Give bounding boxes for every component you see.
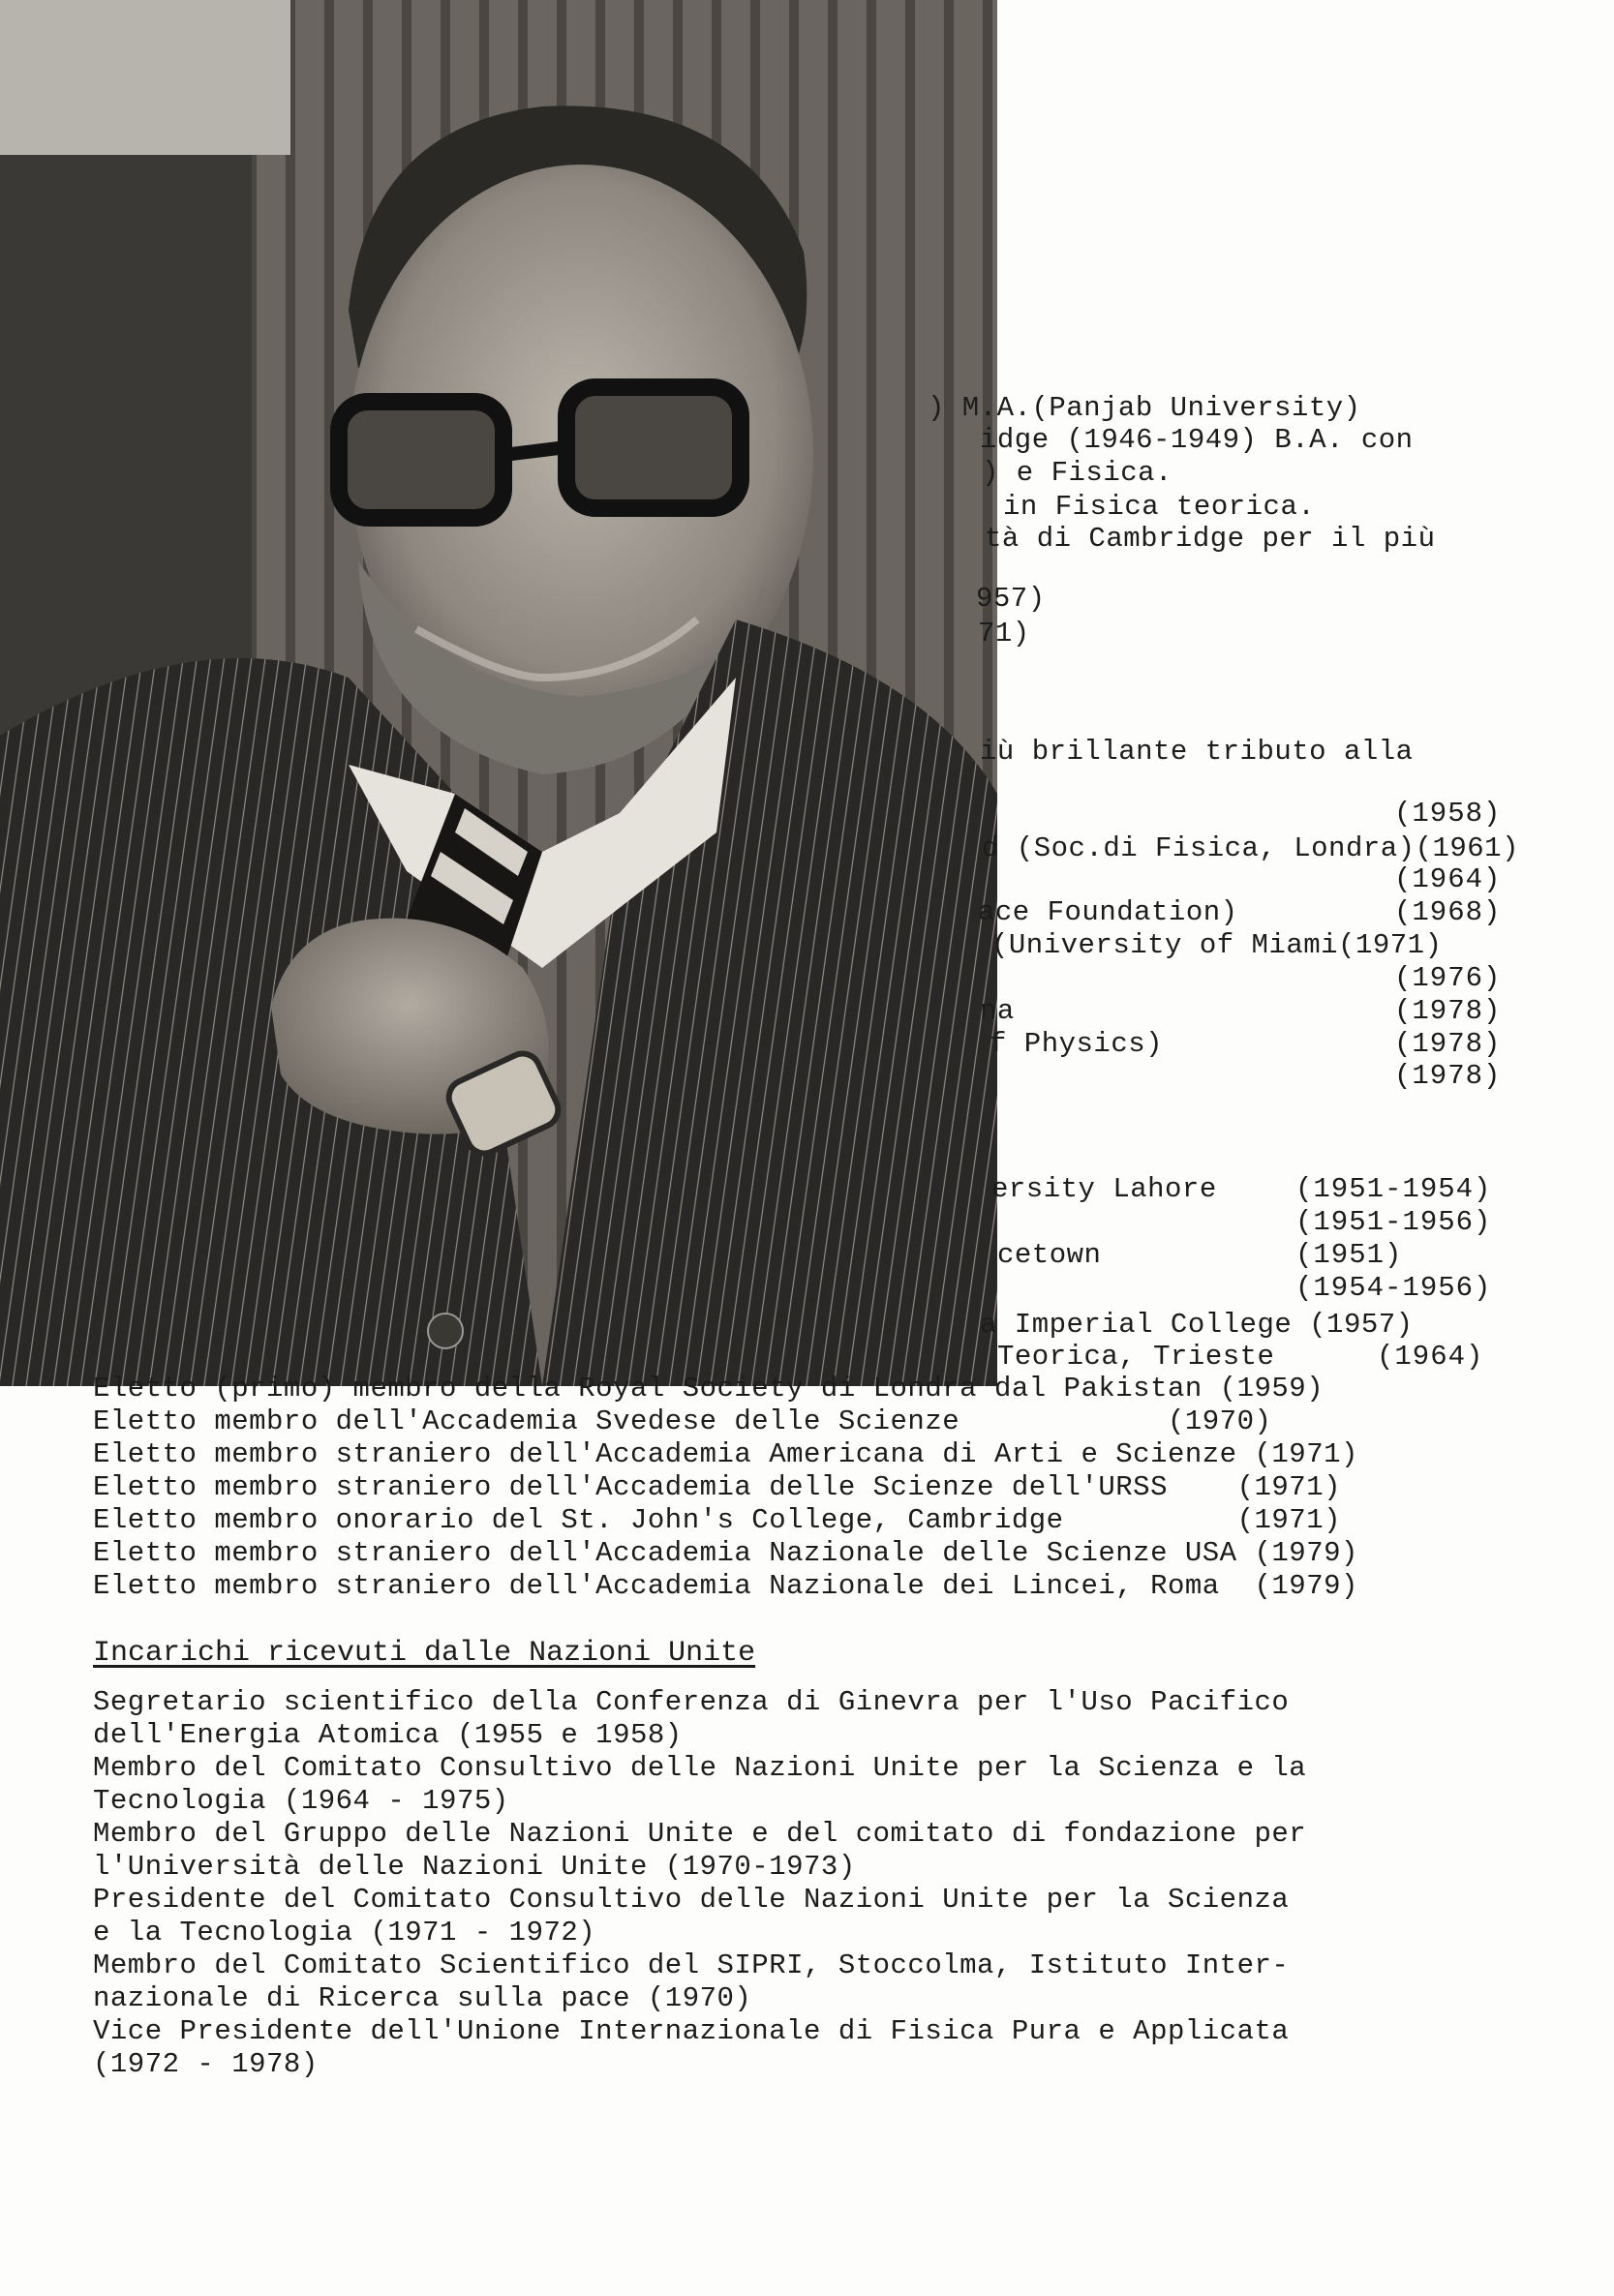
un-role-line: Presidente del Comitato Consultivo delle Nazioni Unite per la Scienza: [93, 1884, 1290, 1916]
year-label: (1951-1954): [1295, 1173, 1492, 1205]
membership-line: Eletto membro straniero dell'Accademia Nazionale dei Lincei, Roma (1979): [93, 1570, 1358, 1602]
year-label: (1978): [1394, 995, 1502, 1027]
un-section-heading: Incarichi ricevuti dalle Nazioni Unite: [93, 1637, 756, 1670]
cropped-text-line: 957): [976, 583, 1046, 615]
year-label: (1954-1956): [1295, 1272, 1492, 1304]
cropped-text-line: Teorica, Trieste: [997, 1341, 1275, 1373]
portrait-image: [0, 0, 997, 1386]
year-label: (1958): [1394, 798, 1502, 830]
cropped-text-line: f Physics): [990, 1028, 1164, 1060]
cropped-text-line: d (Soc.di Fisica, Londra)(1961): [982, 832, 1519, 864]
un-role-line: Segretario scientifico della Conferenza di Ginevra per l'Uso Pacifico: [93, 1686, 1290, 1718]
un-role-line: Membro del Gruppo delle Nazioni Unite e del comitato di fondazione per: [93, 1818, 1307, 1850]
cropped-text-line: iù brillante tributo alla: [980, 736, 1414, 768]
portrait-photo: [0, 0, 997, 1386]
membership-line: Eletto membro straniero dell'Accademia delle Scienze dell'URSS (1971): [93, 1471, 1342, 1503]
cropped-text-line: idge (1946-1949) B.A. con: [980, 424, 1414, 456]
un-role-line: (1972 - 1978): [93, 2048, 319, 2080]
cropped-text-line: ace Foundation): [978, 896, 1238, 928]
cropped-text-line: cetown: [997, 1239, 1102, 1271]
un-role-line: Tecnologia (1964 - 1975): [93, 1785, 509, 1817]
membership-line: Eletto membro onorario del St. John's College, Cambridge (1971): [93, 1504, 1342, 1536]
un-role-line: nazionale di Ricerca sulla pace (1970): [93, 1982, 752, 2014]
year-label: (1951): [1295, 1239, 1403, 1271]
cropped-text-line: na: [980, 995, 1015, 1027]
cropped-text-line: ersity Lahore: [991, 1173, 1217, 1205]
un-role-line: e la Tecnologia (1971 - 1972): [93, 1917, 596, 1949]
year-label: (1978): [1394, 1060, 1502, 1092]
un-role-line: Membro del Comitato Scientifico del SIPRI, Stoccolma, Istituto Inter-: [93, 1949, 1290, 1981]
year-label: (1964): [1377, 1341, 1484, 1373]
membership-line: Eletto membro dell'Accademia Svedese delle Scienze (1970): [93, 1405, 1272, 1437]
membership-line: Eletto membro straniero dell'Accademia Americana di Arti e Scienze (1971): [93, 1438, 1358, 1470]
un-role-line: dell'Energia Atomica (1955 e 1958): [93, 1719, 683, 1751]
year-label: (1968): [1394, 896, 1502, 928]
cropped-text-line: 71): [978, 618, 1030, 650]
membership-line: Eletto membro straniero dell'Accademia Nazionale delle Scienze USA (1979): [93, 1537, 1358, 1569]
year-label: (1964): [1394, 863, 1502, 895]
cropped-text-line: ) e Fisica.: [982, 457, 1172, 489]
year-label: (1951-1956): [1295, 1206, 1492, 1238]
cropped-text-line: ) M.A.(Panjab University): [928, 392, 1361, 424]
cropped-text-line: in Fisica teorica.: [1003, 491, 1316, 523]
cropped-text-line: tà di Cambridge per il più: [985, 523, 1436, 555]
un-role-line: Vice Presidente dell'Unione Internazionale di Fisica Pura e Applicata: [93, 2015, 1290, 2047]
cropped-text-line: (University of Miami(1971): [991, 929, 1443, 961]
year-label: (1978): [1394, 1028, 1502, 1060]
un-role-line: l'Università delle Nazioni Unite (1970-1973): [93, 1851, 856, 1883]
year-label: (1976): [1394, 962, 1502, 994]
membership-line: Eletto (primo) membro della Royal Society di Londra dal Pakistan (1959): [93, 1373, 1325, 1405]
cropped-text-line: a Imperial College (1957): [980, 1309, 1414, 1341]
un-role-line: Membro del Comitato Consultivo delle Nazioni Unite per la Scienza e la: [93, 1752, 1307, 1784]
